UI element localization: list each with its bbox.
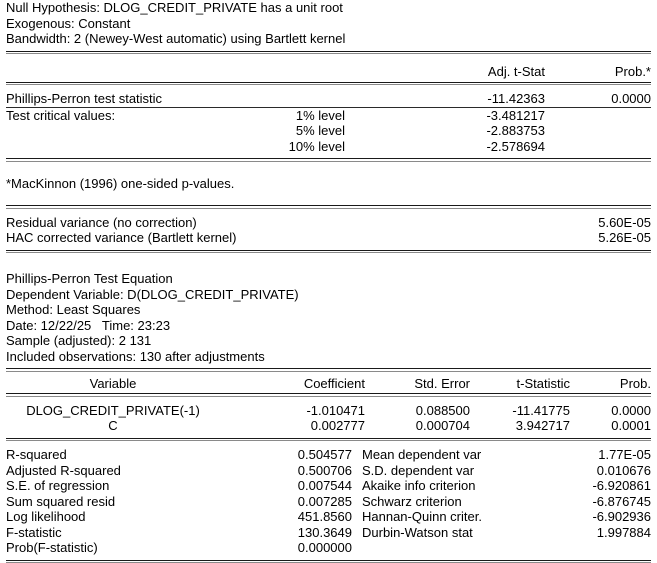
summary-left-value-3: 0.007285 (231, 494, 352, 510)
summary-right-value-0: 1.77E-05 (542, 447, 651, 463)
summary-left-label-4: Log likelihood (6, 509, 231, 525)
summary-left-value-2: 0.007544 (231, 478, 352, 494)
critical-level-label-2: 5% level (220, 123, 345, 139)
summary-statistics-table (6, 447, 651, 556)
summary-right-label-3: Schwarz criterion (362, 494, 542, 510)
unit-root-column-header-row (6, 64, 651, 80)
summary-right-label-2: Akaike info criterion (362, 478, 542, 494)
critical-level-value-2: -2.883753 (345, 123, 545, 139)
pp-test-statistic-prob: 0.0000 (545, 91, 651, 107)
table-row (6, 509, 651, 525)
residual-variance-label: Residual variance (no correction) (6, 215, 506, 231)
coefficient-table (6, 376, 651, 392)
column-header-t-statistic: t-Statistic (470, 376, 570, 392)
critical-values-table (6, 108, 651, 155)
coefficient-row-variable-2: C (6, 418, 220, 434)
coefficient-row-t-statistic-2: 3.942717 (470, 418, 570, 434)
summary-right-label-4: Hannan-Quinn criter. (362, 509, 542, 525)
sample-line: Sample (adjusted): 2 131 (0, 333, 657, 349)
summary-right-value-5: 1.997884 (542, 525, 651, 541)
variance-row (6, 230, 651, 246)
spacer-cell-4 (6, 123, 220, 139)
variance-row (6, 215, 651, 231)
pp-test-statistic-row (6, 91, 651, 107)
pp-test-statistic-label: Phillips-Perron test statistic (6, 91, 220, 107)
coefficient-row-coefficient-2: 0.002777 (220, 418, 365, 434)
summary-spacer-6 (352, 540, 362, 556)
summary-left-label-0: R-squared (6, 447, 231, 463)
summary-spacer-0 (352, 447, 362, 463)
summary-left-value-1: 0.500706 (231, 463, 352, 479)
hac-variance-label: HAC corrected variance (Bartlett kernel) (6, 230, 506, 246)
summary-right-label-1: S.D. dependent var (362, 463, 542, 479)
unit-root-header-block (0, 0, 657, 47)
summary-left-label-2: S.E. of regression (6, 478, 231, 494)
method-line: Method: Least Squares (0, 302, 657, 318)
null-hypothesis-line: Null Hypothesis: DLOG_CREDIT_PRIVATE has a unit root (0, 0, 657, 16)
table-row (6, 525, 651, 541)
table-row (6, 418, 651, 434)
critical-level-label-1: 1% level (220, 108, 345, 124)
summary-left-label-1: Adjusted R-squared (6, 463, 231, 479)
variance-table (6, 215, 651, 246)
coefficient-column-header-row (6, 376, 651, 392)
summary-spacer-2 (352, 478, 362, 494)
critical-value-row (6, 139, 651, 155)
column-header-coefficient: Coefficient (220, 376, 365, 392)
table-row (6, 403, 651, 419)
summary-right-value-3: -6.876745 (542, 494, 651, 510)
column-header-adj-tstat: Adj. t-Stat (345, 64, 545, 80)
summary-spacer-4 (352, 509, 362, 525)
summary-spacer-1 (352, 463, 362, 479)
rule-bottom-summary (6, 560, 651, 563)
critical-level-prob-3 (545, 139, 651, 155)
critical-level-value-1: -3.481217 (345, 108, 545, 124)
summary-left-value-0: 0.504577 (231, 447, 352, 463)
critical-value-row (6, 108, 651, 124)
summary-left-label-6: Prob(F-statistic) (6, 540, 231, 556)
coefficient-row-std-error-2: 0.000704 (365, 418, 470, 434)
table-row (6, 494, 651, 510)
equation-header-block (0, 271, 657, 364)
table-row (6, 463, 651, 479)
coefficient-row-prob-1: 0.0000 (570, 403, 651, 419)
column-header-prob: Prob.* (545, 64, 651, 80)
exogenous-line: Exogenous: Constant (0, 16, 657, 32)
table-row (6, 540, 651, 556)
bandwidth-line: Bandwidth: 2 (Newey-West automatic) using Bartlett kernel (0, 31, 657, 47)
coefficient-row-variable-1: DLOG_CREDIT_PRIVATE(-1) (6, 403, 220, 419)
included-observations-line: Included observations: 130 after adjustments (0, 349, 657, 365)
spacer-cell-2 (220, 64, 345, 80)
critical-values-label: Test critical values: (6, 108, 220, 124)
table-row (6, 447, 651, 463)
summary-left-label-5: F-statistic (6, 525, 231, 541)
summary-right-value-2: -6.920861 (542, 478, 651, 494)
coefficient-row-std-error-1: 0.088500 (365, 403, 470, 419)
mackinnon-footnote: *MacKinnon (1996) one-sided p-values. (0, 176, 657, 192)
unit-root-test-table (6, 64, 651, 80)
residual-variance-value: 5.60E-05 (506, 215, 651, 231)
summary-left-value-6: 0.000000 (231, 540, 352, 556)
pp-test-statistic-value: -11.42363 (345, 91, 545, 107)
dependent-variable-line: Dependent Variable: D(DLOG_CREDIT_PRIVATE) (0, 287, 657, 303)
column-header-variable: Variable (6, 376, 220, 392)
coefficient-row-prob-2: 0.0001 (570, 418, 651, 434)
spacer-cell-3 (220, 91, 345, 107)
spacer-cell (6, 64, 220, 80)
summary-right-value-1: 0.010676 (542, 463, 651, 479)
summary-spacer-5 (352, 525, 362, 541)
summary-right-label-5: Durbin-Watson stat (362, 525, 542, 541)
summary-right-value-6 (542, 540, 651, 556)
date-time-line: Date: 12/22/25 Time: 23:23 (0, 318, 657, 334)
unit-root-statistic-table (6, 91, 651, 107)
summary-right-value-4: -6.902936 (542, 509, 651, 525)
spacer-cell-5 (6, 139, 220, 155)
hac-variance-value: 5.26E-05 (506, 230, 651, 246)
equation-title-line: Phillips-Perron Test Equation (0, 271, 657, 287)
critical-level-label-3: 10% level (220, 139, 345, 155)
summary-spacer-3 (352, 494, 362, 510)
column-header-std-error: Std. Error (365, 376, 470, 392)
coefficient-row-coefficient-1: -1.010471 (220, 403, 365, 419)
critical-level-prob-2 (545, 123, 651, 139)
summary-right-label-0: Mean dependent var (362, 447, 542, 463)
summary-left-value-4: 451.8560 (231, 509, 352, 525)
table-row (6, 478, 651, 494)
coefficient-body-table (6, 403, 651, 434)
summary-right-label-6 (362, 540, 542, 556)
coefficient-row-t-statistic-1: -11.41775 (470, 403, 570, 419)
summary-left-label-3: Sum squared resid (6, 494, 231, 510)
summary-left-value-5: 130.3649 (231, 525, 352, 541)
critical-level-prob-1 (545, 108, 651, 124)
critical-value-row (6, 123, 651, 139)
column-header-prob: Prob. (570, 376, 651, 392)
critical-level-value-3: -2.578694 (345, 139, 545, 155)
